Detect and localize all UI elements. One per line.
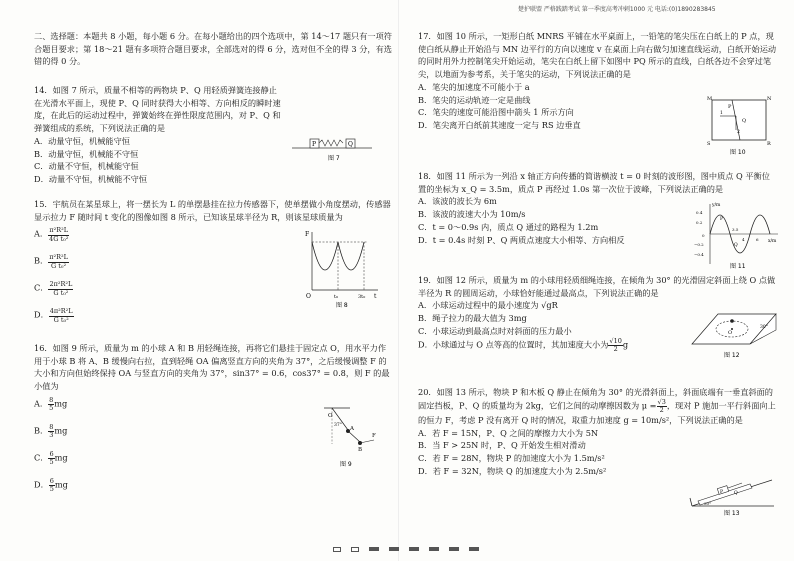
q20-option-b: B．当 F > 25N 时，P、Q 开始发生相对滑动	[418, 440, 586, 451]
q18-option-c: C．t = 0～0.9s 内，质点 Q 通过的路程为 1.2m	[418, 221, 599, 232]
fig12-angle: 30°	[760, 325, 768, 330]
fig10-p: P	[728, 104, 732, 110]
q14-option-c: C．动量不守恒，机械能守恒	[34, 161, 139, 172]
q17-option-b: B．笔尖的运动轨迹一定是曲线	[418, 94, 531, 105]
spring-blocks-diagram	[292, 134, 372, 164]
figure-10	[706, 92, 774, 158]
q18-option-b: B．该波的波速大小为 10m/s	[418, 209, 526, 220]
q15-option-b: B． $\frac{\text{π²R²L}}{\text{G t₀²}}$	[34, 253, 68, 270]
q20-stem: 20．如图 13 所示，物块 P 和木板 Q 静止在倾角为 30° 的光滑斜面上，斜面底端有一垂直斜面的固定挡板，P、Q 的质量均为 2kg，它们之间的动摩擦因数为 μ = $\frac{√3}{2}$ ，现对 P 施加一平行斜面向上的恒力 F，考虑 P 没有离开 Q 时的情况，取重力加速度 g = 10m/s²，下列说法正确的是	[418, 387, 776, 425]
q14-option-b: B．动量守恒，机械能不守恒	[34, 148, 139, 159]
q19-stem: 19．如图 12 所示，质量为 m 的小球用轻质细绳连接，在倾角为 30° 的光滑固定斜面上绕 O 点做半径为 R 的圆周运动，小球恰好能通过最高点，下列说法正确的是	[418, 275, 776, 298]
fig8-caption: 图 8	[336, 302, 348, 308]
block-incline-diagram	[688, 472, 778, 516]
fig13-angle: 30°	[704, 501, 712, 506]
fig10-q: Q	[742, 118, 747, 124]
fig13-q: Q	[734, 491, 738, 496]
q16-option-a: A． $\frac{8}{5}$ mg	[34, 395, 68, 412]
fig9-caption: 图 9	[340, 461, 352, 468]
q19-option-b: B．绳子拉力的最大值为 3mg	[418, 313, 527, 324]
fig12-caption: 图 12	[724, 352, 740, 359]
hanging-balls-diagram	[320, 404, 380, 474]
q15-stem: 15．宇航员在某星球上，将一摆长为 L 的单摆悬挂在拉力传感器下，使单摆做小角度摆动，传感器显示拉力 F 随时间 t 变化的图像如图 8 所示，已知该星球半径为 R，则该星球质量为	[34, 199, 391, 222]
q15-option-a: A． $\frac{\text{π²R²L}}{\text{4G t₀²}}$	[34, 226, 69, 243]
q18-option-d: D．t = 0.4s 时刻 P、Q 两质点速度大小相等、方向相反	[418, 234, 625, 245]
q16-option-b: B． $\frac{8}{3}$ mg	[34, 422, 68, 439]
section-heading: 二、选择题：本题共 8 小题，每小题 6 分。在每小题给出的四个选项中，第 14～17 题只有一项符合题目要求；第 18～21 题有多项符合题目要求，全部选对的得 6 分，选对但不全的得 3 分，有选错的得 0 分。	[34, 31, 392, 67]
fig12-o: O	[728, 330, 733, 336]
fig11-xlabel: x/m	[768, 239, 777, 244]
fig9-a: A	[350, 426, 354, 432]
q20-option-a: A．若 F = 15N，P、Q 之间的摩擦力大小为 5N	[418, 427, 599, 438]
fig11-caption: 图 11	[730, 263, 746, 270]
q20-option-c: C．若 F = 28N，物块 P 的加速度大小为 1.5m/s²	[418, 453, 605, 464]
figure-13	[688, 472, 778, 516]
fig10-m: M	[707, 96, 713, 102]
q14-option-a: A．动量守恒，机械能守恒	[34, 135, 130, 146]
q19-option-a: A．小球运动过程中的最小速度为 √gR	[418, 300, 558, 311]
page-header: 楚护联盟 严格践踏考试 第一季度高考冲刺1000 元 电话:(0)1890283845	[518, 6, 716, 13]
q14-stem: 14．如图 7 所示，质量不相等的两物块 P、Q 用轻质弹簧连接静止在光滑水平面上，现使 P、Q 同时获得大小相等、方向相反的瞬时速度，在此后的运动过程中，弹簧始终在弹性限度范围内，对 P、Q 和弹簧组成的系统，下列说法正确的是	[34, 85, 281, 134]
fig10-r: R	[767, 141, 771, 147]
fig10-arrow1: 1	[720, 111, 723, 116]
fig8-t1: t₀	[334, 294, 339, 300]
q17-option-c: C．笔尖的速度可能沿图中箭头 1 所示方向	[418, 107, 574, 118]
q15-option-c: C． $\frac{\text{2π²R²L}}{\text{G t₀²}}$	[34, 280, 73, 297]
q19-option-c: C．小球运动到最高点时对斜面的压力最小	[418, 325, 572, 336]
fig11-p: P	[720, 217, 724, 222]
fig10-n: N	[767, 96, 772, 102]
fig10-arrow2: 2	[737, 130, 740, 135]
incline-circle-diagram	[688, 304, 778, 362]
fig9-angle: 37°	[334, 423, 342, 428]
figure-12	[688, 304, 778, 362]
fig10-s: S	[707, 141, 711, 147]
fig13-caption: 图 13	[724, 510, 740, 516]
paper-pen-diagram	[706, 92, 774, 158]
force-time-graph	[302, 228, 382, 308]
fig9-f: F	[372, 433, 376, 439]
q15-option-d: D． $\frac{\text{4π²R²L}}{\text{G t₀²}}$	[34, 307, 73, 324]
wave-graph	[694, 200, 780, 270]
fig13-p: P	[720, 490, 724, 495]
q18-option-a: A．该波的波长为 6m	[418, 196, 497, 207]
fig11-ylabel: y/m	[712, 203, 721, 208]
q17-option-a: A．笔尖的加速度不可能小于 a	[418, 81, 530, 92]
question-20	[418, 386, 778, 478]
q19-option-d: D．小球通过与 O 点等高的位置时，其加速度大小为 $\frac{√10}{2}$ g	[418, 336, 629, 353]
fig9-o: O	[328, 413, 333, 419]
fig11-q: Q	[734, 243, 738, 248]
section-instructions	[34, 30, 394, 68]
q17-stem: 17．如图 10 所示，一矩形白纸 MNRS 平铺在水平桌面上，一铅笔的笔尖压在白纸上的 P 点，现使白纸从静止开始沿与 MN 边平行的方向以速度 v 在桌面上向右做匀加速直线运动，白纸开始运动的同时用外力控制笔尖开始运动，笔尖在白纸上留下如图中 PQ 所示的直线，白纸各边不会穿过笔尖，以地面为参考系，关于笔尖的运动，下列说法正确的是	[418, 31, 777, 80]
fig9-b: B	[358, 447, 363, 453]
fig11-xtick-2: 6	[756, 237, 759, 242]
fig10-caption: 图 10	[730, 149, 746, 156]
q17-option-d: D．笔尖离开白纸前其速度一定与 RS 边垂直	[418, 119, 581, 130]
q16-option-d: D． $\frac{6}{5}$ mg	[34, 476, 68, 493]
fig8-f: F	[305, 231, 310, 238]
q16-option-c: C． $\frac{6}{5}$ mg	[34, 449, 68, 466]
fig11-ytick-0: 0.4	[696, 210, 703, 215]
q20-option-d: D．若 F = 32N，物块 Q 的加速度大小为 2.5m/s²	[418, 465, 607, 476]
figure-11	[694, 200, 780, 270]
q18-stem: 18．如图 11 所示为一列沿 x 轴正方向传播的简谐横波 t = 0 时刻的波形图，图中质点 Q 平衡位置的坐标为 x_Q = 3.5m，质点 P 再经过 1.0s 第一次位于波峰，下列说法正确的是	[418, 171, 770, 194]
fig7-p: P	[312, 141, 317, 148]
q16-stem: 16．如图 9 所示，质量为 m 的小球 A 和 B 用轻绳连接，再将它们悬挂于固定点 O，用水平力作用于小球 B 将 A、B 缓慢向右拉，直到轻绳 OA 偏离竖直方向的夹角为 37°，之后缓慢调整 F 的大小和方向但始终保持 OA 与竖直方向的夹角为 37°，sin37° = 0.6，cos37° = 0.8，则 F 的最小值为	[34, 343, 390, 392]
q14-option-d: D．动量不守恒，机械能不守恒	[34, 173, 148, 184]
fig11-ytick-4: −0.4	[694, 252, 704, 257]
fig7-caption: 图 7	[328, 155, 340, 162]
scan-marks	[333, 547, 479, 552]
figure-9	[320, 404, 380, 474]
page-gutter	[398, 0, 399, 561]
fig8-t: t	[374, 293, 377, 300]
fig11-ytick-1: 0.2	[696, 220, 703, 225]
fig11-xtick-0: 3.5	[732, 227, 739, 232]
figure-8	[302, 228, 382, 308]
fig8-t2: 3t₀	[358, 294, 366, 300]
figure-7	[292, 134, 372, 164]
fig8-o: O	[306, 293, 311, 300]
fig11-ytick-3: −0.2	[694, 242, 704, 247]
fig7-q: Q	[348, 141, 353, 148]
fig11-xtick-1: 4	[742, 237, 745, 242]
fig11-ytick-2: 0	[702, 233, 705, 238]
